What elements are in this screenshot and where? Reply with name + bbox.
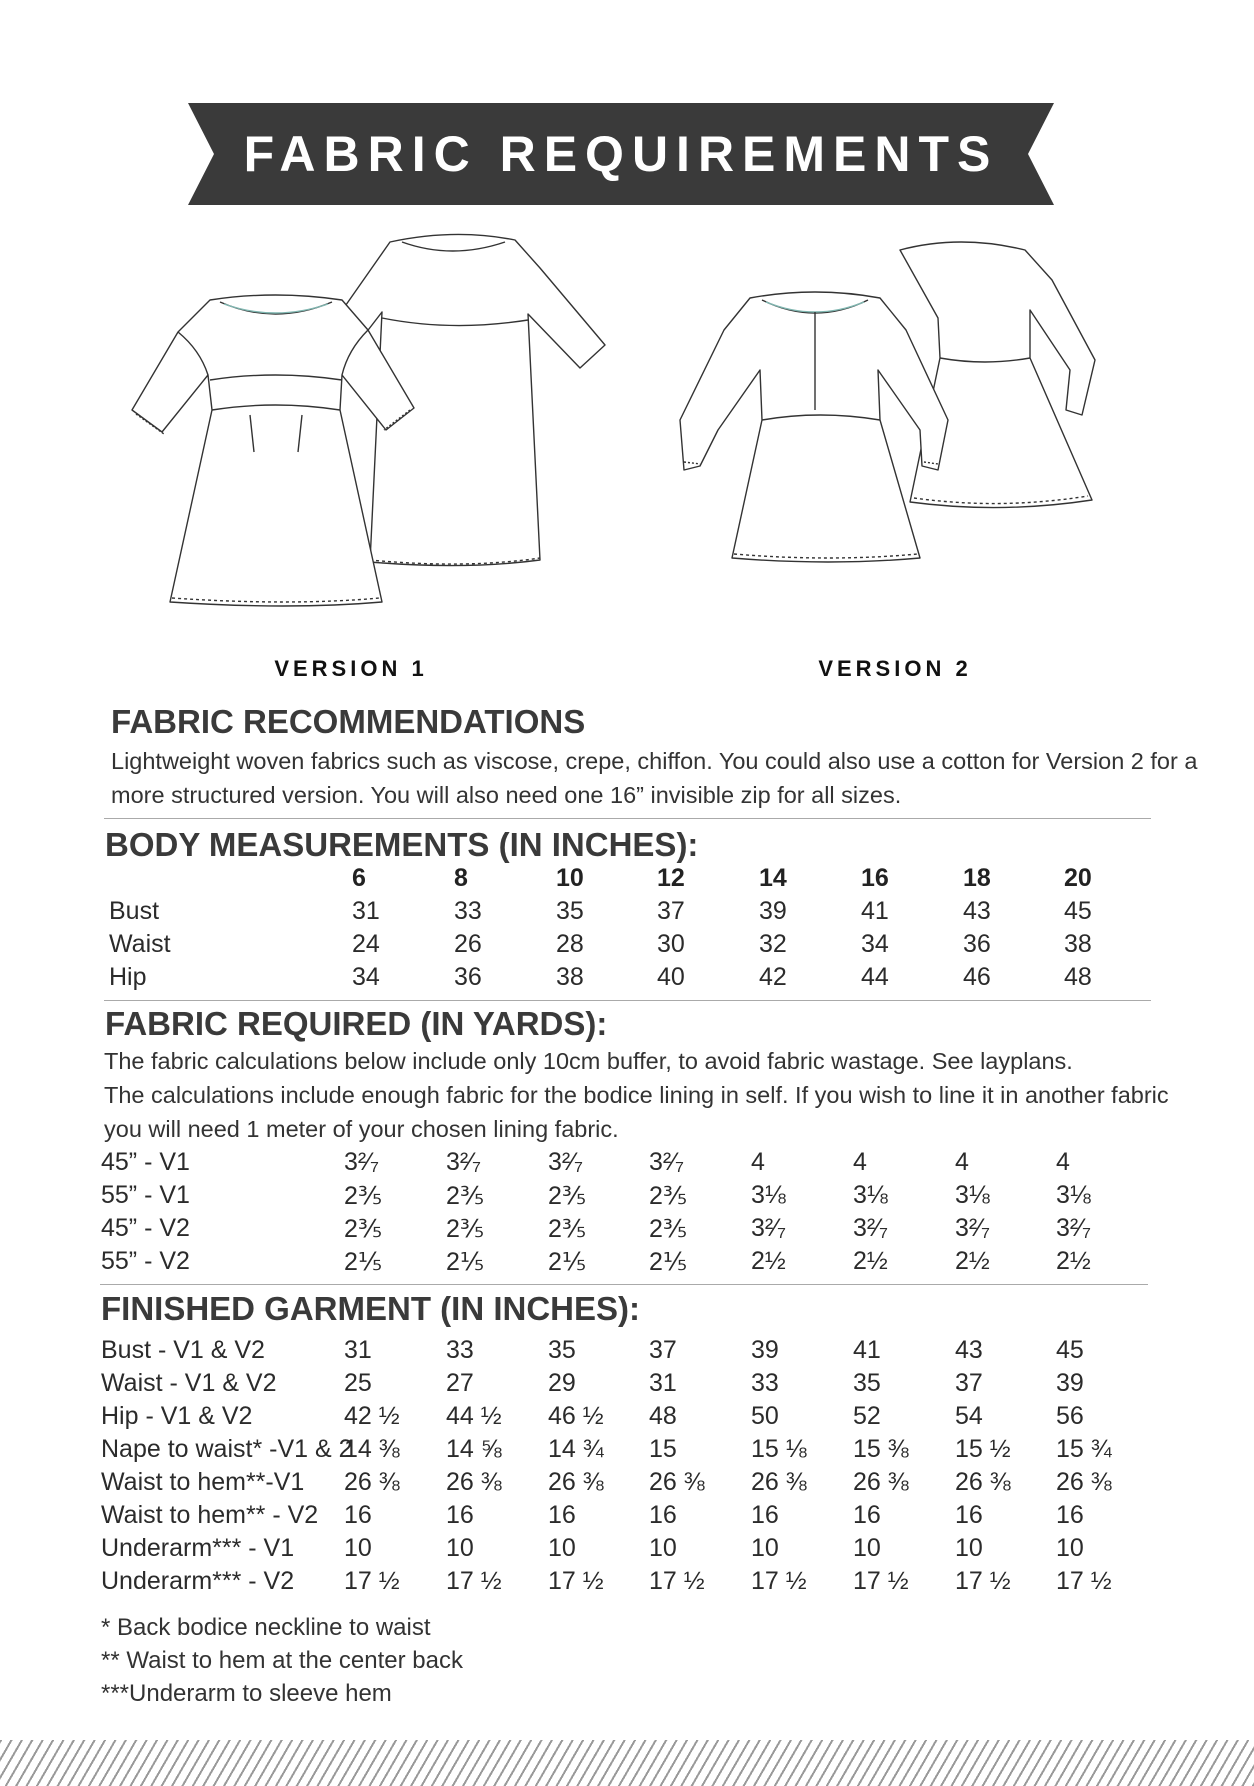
finished-garment-cell: 35 [548, 1336, 576, 1364]
fabric-yardage-cell: 3²⁄₇ [1056, 1214, 1091, 1242]
divider [100, 1284, 1148, 1285]
fabric-yardage-row-label: 55” - V1 [101, 1181, 190, 1209]
body-measurement-cell: 43 [963, 897, 991, 925]
body-measurement-cell: 24 [352, 930, 380, 958]
body-measurement-cell: 44 [861, 963, 889, 991]
finished-garment-cell: 16 [548, 1501, 576, 1529]
finished-garment-cell: 10 [446, 1534, 474, 1562]
finished-garment-row-label: Underarm*** - V1 [101, 1534, 295, 1562]
fabric-yardage-cell: 2⅕ [344, 1248, 383, 1276]
finished-garment-cell: 44 ½ [446, 1402, 502, 1430]
fabric-yardage-cell: 2⅗ [548, 1215, 587, 1243]
footnote-2: ** Waist to hem at the center back [101, 1647, 463, 1674]
size-header-cell: 16 [861, 864, 889, 892]
finished-garment-cell: 15 ⅜ [853, 1435, 909, 1463]
body-measurement-cell: 38 [556, 963, 584, 991]
fabric-required-heading: FABRIC REQUIRED (IN YARDS): [105, 1005, 608, 1042]
fabric-required-line-3: you will need 1 meter of your chosen lining fabric. [104, 1116, 619, 1142]
body-measurement-cell: 28 [556, 930, 584, 958]
finished-garment-cell: 14 ¾ [548, 1435, 604, 1463]
finished-garment-cell: 39 [1056, 1369, 1084, 1397]
finished-garment-cell: 26 ⅜ [446, 1468, 502, 1496]
fabric-yardage-cell: 3²⁄₇ [751, 1214, 786, 1242]
finished-garment-row-label: Nape to waist* -V1 & 2 [101, 1435, 353, 1463]
size-header-cell: 20 [1064, 864, 1092, 892]
finished-garment-cell: 17 ½ [751, 1567, 807, 1595]
body-measurement-cell: 30 [657, 930, 685, 958]
finished-garment-cell: 17 ½ [853, 1567, 909, 1595]
fabric-yardage-cell: 2⅗ [548, 1182, 587, 1210]
finished-garment-heading: FINISHED GARMENT (IN INCHES): [101, 1290, 640, 1327]
finished-garment-cell: 26 ⅜ [751, 1468, 807, 1496]
finished-garment-cell: 10 [649, 1534, 677, 1562]
fabric-required-line-1: The fabric calculations below include only 10cm buffer, to avoid fabric wastage. See layplans. [104, 1048, 1073, 1074]
finished-garment-cell: 15 [649, 1435, 677, 1463]
version-1-label: VERSION 1 [274, 656, 428, 681]
finished-garment-cell: 16 [344, 1501, 372, 1529]
fabric-yardage-cell: 3⅛ [1056, 1181, 1091, 1209]
finished-garment-row-label: Hip - V1 & V2 [101, 1402, 253, 1430]
fabric-yardage-cell: 2⅗ [446, 1182, 485, 1210]
finished-garment-cell: 15 ¾ [1056, 1435, 1112, 1463]
finished-garment-cell: 37 [649, 1336, 677, 1364]
body-measurement-cell: 34 [861, 930, 889, 958]
finished-garment-cell: 17 ½ [649, 1567, 705, 1595]
finished-garment-cell: 26 ⅜ [548, 1468, 604, 1496]
size-header-cell: 14 [759, 864, 787, 892]
finished-garment-cell: 33 [751, 1369, 779, 1397]
body-measurement-row-label: Bust [109, 897, 160, 925]
finished-garment-cell: 31 [649, 1369, 677, 1397]
finished-garment-row-label: Waist to hem**-V1 [101, 1468, 305, 1496]
body-measurement-row-label: Hip [109, 963, 147, 991]
size-header-cell: 8 [454, 864, 468, 892]
body-measurement-cell: 46 [963, 963, 991, 991]
finished-garment-cell: 17 ½ [548, 1567, 604, 1595]
finished-garment-row-label: Bust - V1 & V2 [101, 1336, 265, 1364]
finished-garment-cell: 16 [446, 1501, 474, 1529]
body-measurement-cell: 35 [556, 897, 584, 925]
body-measurement-cell: 40 [657, 963, 685, 991]
fabric-yardage-cell: 4 [955, 1148, 969, 1176]
finished-garment-cell: 16 [751, 1501, 779, 1529]
finished-garment-cell: 48 [649, 1402, 677, 1430]
fabric-yardage-cell: 2½ [853, 1247, 888, 1275]
body-measurement-cell: 36 [963, 930, 991, 958]
finished-garment-cell: 27 [446, 1369, 474, 1397]
body-measurement-cell: 34 [352, 963, 380, 991]
fabric-yardage-row-label: 55” - V2 [101, 1247, 190, 1275]
footnote-3: ***Underarm to sleeve hem [101, 1680, 392, 1707]
decorative-stripe-border [0, 1740, 1254, 1786]
body-measurement-cell: 33 [454, 897, 482, 925]
finished-garment-cell: 52 [853, 1402, 881, 1430]
finished-garment-row-label: Waist - V1 & V2 [101, 1369, 277, 1397]
fabric-yardage-cell: 3²⁄₇ [344, 1148, 379, 1176]
version-2-dress-illustration [670, 230, 1150, 590]
divider [104, 818, 1151, 819]
finished-garment-cell: 26 ⅜ [344, 1468, 400, 1496]
size-header-cell: 18 [963, 864, 991, 892]
size-header-cell: 6 [352, 864, 366, 892]
fabric-yardage-cell: 2⅗ [649, 1182, 688, 1210]
finished-garment-cell: 26 ⅜ [649, 1468, 705, 1496]
page-title: FABRIC REQUIREMENTS [243, 126, 999, 182]
finished-garment-cell: 35 [853, 1369, 881, 1397]
finished-garment-cell: 26 ⅜ [853, 1468, 909, 1496]
finished-garment-cell: 37 [955, 1369, 983, 1397]
fabric-yardage-cell: 3⅛ [955, 1181, 990, 1209]
fabric-yardage-cell: 3⅛ [751, 1181, 786, 1209]
finished-garment-cell: 15 ⅛ [751, 1435, 807, 1463]
body-measurement-cell: 37 [657, 897, 685, 925]
finished-garment-cell: 45 [1056, 1336, 1084, 1364]
finished-garment-cell: 54 [955, 1402, 983, 1430]
fabric-yardage-cell: 3²⁄₇ [955, 1214, 990, 1242]
finished-garment-cell: 26 ⅜ [955, 1468, 1011, 1496]
fabric-yardage-cell: 3²⁄₇ [649, 1148, 684, 1176]
finished-garment-cell: 29 [548, 1369, 576, 1397]
fabric-yardage-cell: 2⅗ [649, 1215, 688, 1243]
finished-garment-cell: 41 [853, 1336, 881, 1364]
finished-garment-cell: 10 [955, 1534, 983, 1562]
recommendations-line-2: more structured version. You will also need one 16” invisible zip for all sizes. [111, 782, 902, 808]
body-measurement-cell: 31 [352, 897, 380, 925]
fabric-yardage-cell: 4 [751, 1148, 765, 1176]
body-measurement-cell: 26 [454, 930, 482, 958]
finished-garment-cell: 16 [1056, 1501, 1084, 1529]
fabric-yardage-cell: 4 [1056, 1148, 1070, 1176]
fabric-yardage-cell: 2⅗ [344, 1215, 383, 1243]
body-measurement-cell: 36 [454, 963, 482, 991]
fabric-yardage-cell: 3²⁄₇ [446, 1148, 481, 1176]
body-measurement-cell: 32 [759, 930, 787, 958]
body-measurement-cell: 41 [861, 897, 889, 925]
fabric-yardage-cell: 2½ [1056, 1247, 1091, 1275]
body-measurement-cell: 39 [759, 897, 787, 925]
fabric-yardage-cell: 3²⁄₇ [548, 1148, 583, 1176]
size-header-cell: 10 [556, 864, 584, 892]
fabric-required-line-2: The calculations include enough fabric for the bodice lining in self. If you wish to line it in another fabric [104, 1082, 1169, 1108]
fabric-yardage-cell: 2⅕ [548, 1248, 587, 1276]
body-measurement-cell: 45 [1064, 897, 1092, 925]
finished-garment-cell: 46 ½ [548, 1402, 604, 1430]
body-measurements-heading: BODY MEASUREMENTS (IN INCHES): [105, 826, 699, 863]
fabric-yardage-cell: 2½ [751, 1247, 786, 1275]
recommendations-line-1: Lightweight woven fabrics such as viscose, crepe, chiffon. You could also use a cotton for Version 2 for a [111, 748, 1198, 774]
finished-garment-cell: 42 ½ [344, 1402, 400, 1430]
finished-garment-cell: 14 ⅝ [446, 1435, 502, 1463]
finished-garment-cell: 17 ½ [1056, 1567, 1112, 1595]
finished-garment-row-label: Underarm*** - V2 [101, 1567, 295, 1595]
body-measurement-cell: 48 [1064, 963, 1092, 991]
fabric-yardage-cell: 2⅕ [649, 1248, 688, 1276]
finished-garment-cell: 56 [1056, 1402, 1084, 1430]
version-1-dress-illustration [120, 230, 620, 620]
finished-garment-cell: 10 [853, 1534, 881, 1562]
finished-garment-cell: 17 ½ [446, 1567, 502, 1595]
divider [104, 1000, 1151, 1001]
finished-garment-cell: 15 ½ [955, 1435, 1011, 1463]
fabric-yardage-cell: 4 [853, 1148, 867, 1176]
version-2-label: VERSION 2 [818, 656, 972, 681]
finished-garment-cell: 16 [955, 1501, 983, 1529]
finished-garment-cell: 31 [344, 1336, 372, 1364]
finished-garment-cell: 43 [955, 1336, 983, 1364]
finished-garment-cell: 10 [751, 1534, 779, 1562]
fabric-yardage-row-label: 45” - V2 [101, 1214, 190, 1242]
title-banner [188, 103, 1054, 205]
body-measurement-cell: 42 [759, 963, 787, 991]
finished-garment-cell: 25 [344, 1369, 372, 1397]
finished-garment-cell: 10 [1056, 1534, 1084, 1562]
fabric-yardage-cell: 2⅗ [446, 1215, 485, 1243]
finished-garment-cell: 50 [751, 1402, 779, 1430]
fabric-yardage-cell: 2⅗ [344, 1182, 383, 1210]
footnote-1: * Back bodice neckline to waist [101, 1614, 431, 1641]
finished-garment-cell: 16 [649, 1501, 677, 1529]
finished-garment-cell: 10 [548, 1534, 576, 1562]
finished-garment-cell: 14 ⅜ [344, 1435, 400, 1463]
fabric-yardage-cell: 3⅛ [853, 1181, 888, 1209]
v2-front-view [680, 292, 948, 562]
fabric-yardage-cell: 2⅕ [446, 1248, 485, 1276]
finished-garment-cell: 39 [751, 1336, 779, 1364]
body-measurement-row-label: Waist [109, 930, 171, 958]
body-measurement-cell: 38 [1064, 930, 1092, 958]
finished-garment-cell: 17 ½ [344, 1567, 400, 1595]
fabric-yardage-cell: 2½ [955, 1247, 990, 1275]
finished-garment-cell: 26 ⅜ [1056, 1468, 1112, 1496]
finished-garment-cell: 16 [853, 1501, 881, 1529]
recommendations-heading: FABRIC RECOMMENDATIONS [111, 703, 586, 740]
size-header-cell: 12 [657, 864, 685, 892]
fabric-yardage-cell: 3²⁄₇ [853, 1214, 888, 1242]
finished-garment-cell: 33 [446, 1336, 474, 1364]
finished-garment-cell: 17 ½ [955, 1567, 1011, 1595]
finished-garment-cell: 10 [344, 1534, 372, 1562]
fabric-yardage-row-label: 45” - V1 [101, 1148, 190, 1176]
finished-garment-row-label: Waist to hem** - V2 [101, 1501, 319, 1529]
v1-front-view [132, 295, 414, 606]
